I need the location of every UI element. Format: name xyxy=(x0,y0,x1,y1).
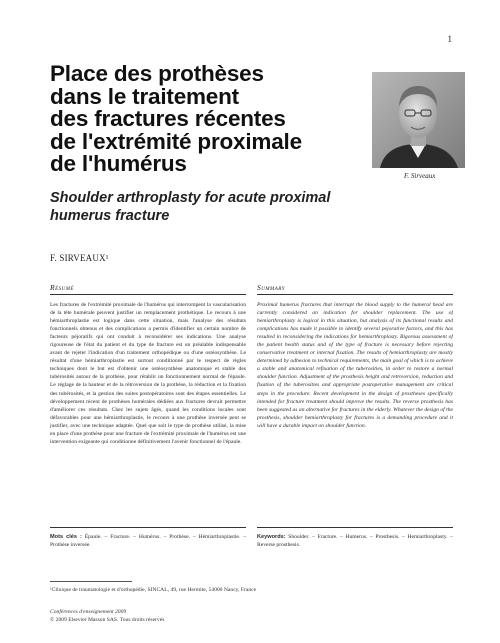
mots-cles-label: Mots clés : xyxy=(50,534,82,540)
keywords-text: Shoulder. – Fracture. – Humerus. – Prosthesis. – Hemiarthroplasty. – Reverse prosthesis. xyxy=(257,534,453,549)
mots-cles xyxy=(50,533,246,549)
keywords-divider xyxy=(50,527,246,528)
journal-name: Conférences d'enseignement 2009 xyxy=(50,609,127,615)
resume-body: Les fractures de l'extrémité proximale de l'humérus qui interrompent la vascularisation de la tête humérale peuvent justifier un remplacement prothétique. Le recours à une hémiarthroplastie est logique dans cette situation, mais l'analyse des résultats fonctionnels obtenus et des complications a permis d'identifier un certain nombre de facteurs péjoratifs qui ont conduit à reconsidérer ses indications. Une analyse rigoureuse de l'état du patient et du type de fracture est un préalable indispensable avant de rejeter l'indication d'un traitement orthopédique ou d'une ostéosynthèse. Le résultat d'une hémiarthroplastie est surtout conditionné par le respect de règles techniques dont le but est d'obtenir une ostéosynthèse anatomique et stable des tubérosités autour de la prothèse, pour rétablir un fonctionnement normal de l'épaule. Le réglage de la hauteur et de la rétroversion de la prothèse, la réduction et la fixation des tubérosités, et la gestion des suites postopératoires sont des étapes essentielles. Le développement récent de prothèses humérales dédiées aux fractures devrait permettre d'améliorer ces résultats. Chez les sujets âgés, quand les conditions locales sont défavorables pour une hémiarthroplastie, le recours à une prothèse inversée peut se justifier, avec une technique adaptée. Quel que soit le type de prothèse utilisé, la mise en place d'une prothèse pour une fracture de l'extrémité proximale de l'humérus est une intervention exigeante qui conditionne définitivement l'avenir fonctionnel de l'épaule. xyxy=(50,302,246,445)
keywords-divider xyxy=(257,527,453,528)
title-line: dans le traitement xyxy=(50,83,239,109)
title-line: de l'extrémité proximale xyxy=(50,128,302,154)
subtitle-line: Shoulder arthroplasty for acute proximal xyxy=(50,190,331,206)
summary-section xyxy=(257,283,453,541)
copyright-notice: © 2009 Elsevier Masson SAS. Tous droits réservés xyxy=(50,617,165,623)
summary-heading: Summary xyxy=(257,283,453,295)
article-title xyxy=(50,63,350,176)
keywords xyxy=(257,533,453,549)
summary-body: Proximal humerus fractures that interrupt the blood supply to the humeral head are currently considered an indication for shoulder replacement. The use of hemiarthroplasty is logical in this situation, but analysis of its functional results and complications has made it possible to identify several pejorative factors, and this has resulted in reconsidering the indications for hemiarthroplasty. Rigorous assessment of the patient health status and of the type of fracture is necessary before rejecting conservative treatment or internal fixation. The results of hemiarthroplasty are mostly determined by adhesion to technical requirements, the main goal of which is to achieve a stable and anatomical refixation of the tuberosities, in order to restore a normal shoulder function. Adjustment of the prosthesis height and retroversion, reduction and fixation of the tuberosities and appropriate postoperative management are critical steps in the procedure. Recent development in the design of prostheses specifically intended for fracture treatment should improve the results. The reverse prosthesis has been suggested as an alternative for fractures in the elderly. Whatever the design of the prosthesis, shoulder hemiarthroplasty for fractures is a demanding procedure and it will have a durable impact on shoulder function. xyxy=(257,302,453,429)
resume-heading: Résumé xyxy=(50,283,246,295)
footnote-divider xyxy=(50,581,132,582)
photo-caption: F. Sirveaux xyxy=(404,172,436,180)
page-number: 1 xyxy=(447,34,452,44)
keywords-label: Keywords: xyxy=(257,534,286,540)
affiliation-footnote: ¹Clinique de traumatologie et d'orthopédie, SINCAL, 49, rue Hermite, 54000 Nancy, France xyxy=(50,587,257,593)
resume-section xyxy=(50,283,246,541)
author-name: F. SIRVEAUX¹ xyxy=(50,253,109,263)
article-subtitle xyxy=(50,190,350,225)
title-line: des fractures récentes xyxy=(50,106,286,131)
title-line: Place des prothèses xyxy=(50,61,264,86)
mots-cles-text: Épaule. – Fracture. – Humérus. – Prothèse. – Hémiarthroplastie. – Prothèse inversée. xyxy=(50,534,246,549)
title-line: de l'humérus xyxy=(50,151,187,176)
author-photo xyxy=(372,72,465,168)
subtitle-line: humerus fracture xyxy=(50,207,170,224)
